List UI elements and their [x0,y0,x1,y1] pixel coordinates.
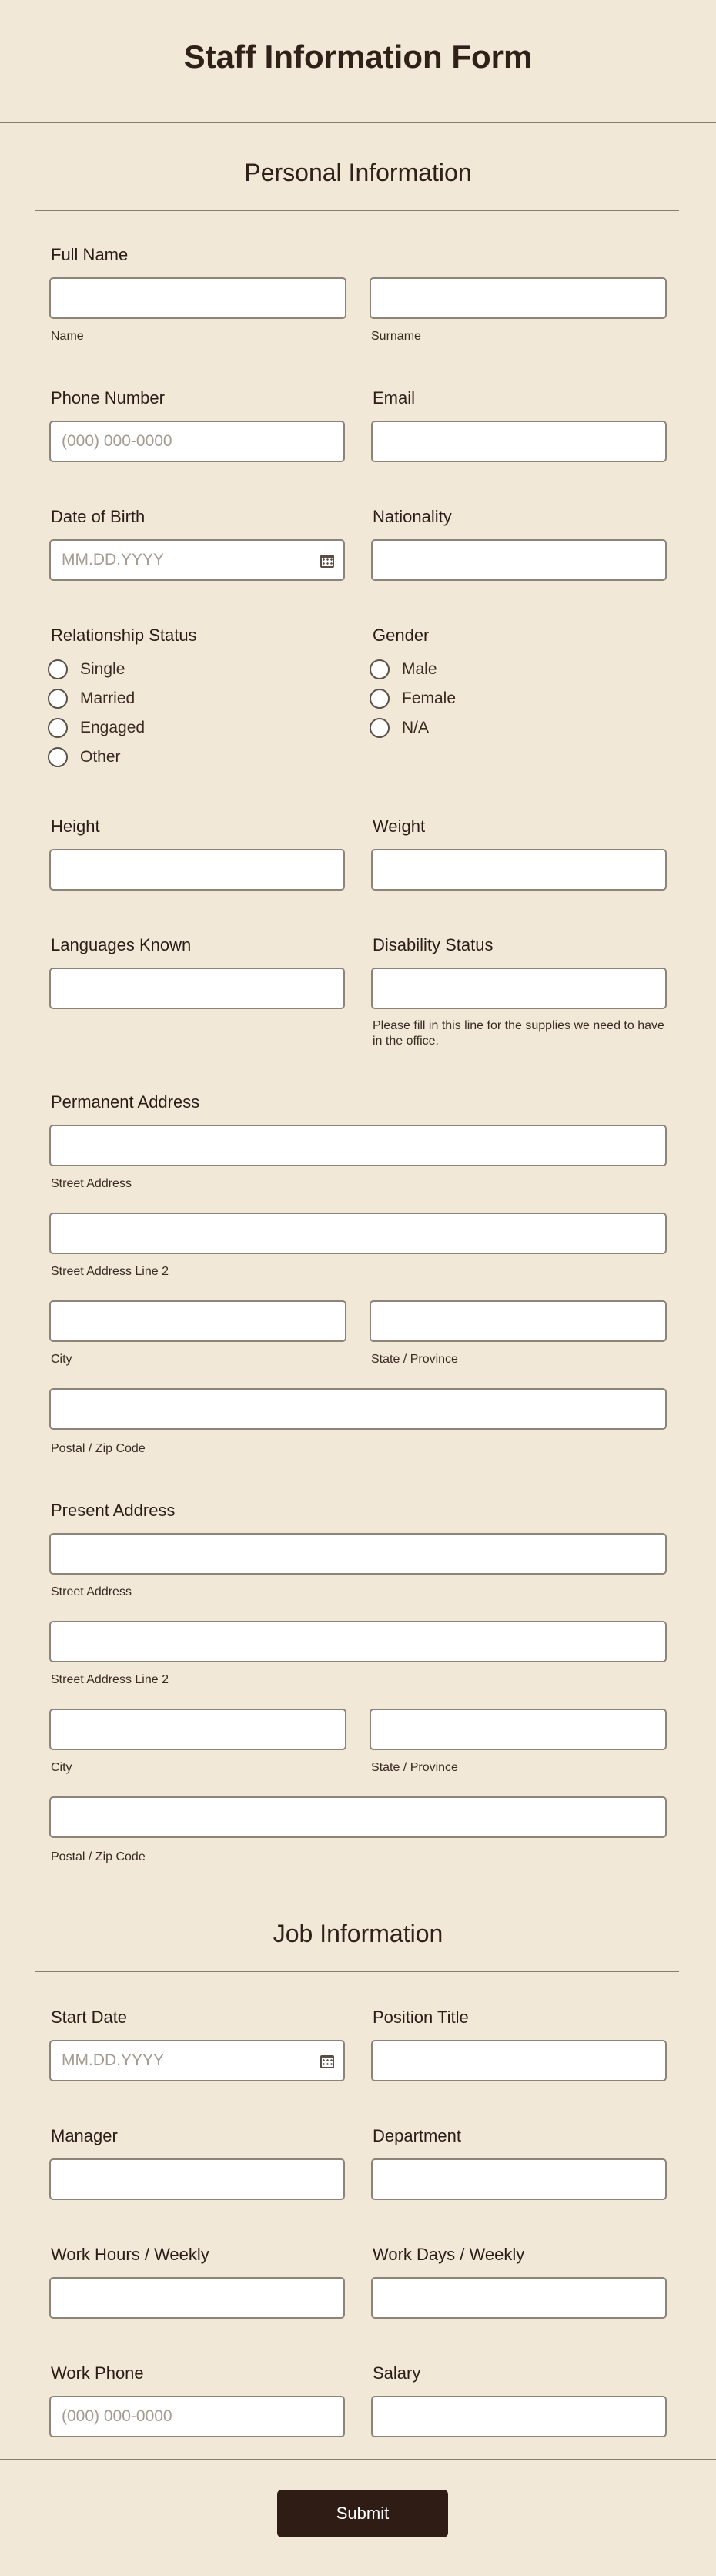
present-state-sublabel: State / Province [371,1761,458,1774]
present-street-input[interactable] [49,1533,667,1575]
full-name-label: Full Name [51,245,129,264]
permanent-street2-sublabel: Street Address Line 2 [51,1265,169,1278]
radio-option-na[interactable] [370,713,456,743]
start-date-input[interactable] [49,2040,345,2081]
radio-label: N/A [402,719,430,736]
dob-input[interactable] [49,539,345,581]
permanent-state-input[interactable] [370,1300,667,1342]
work-hours-label: Work Hours / Weekly [51,2245,209,2264]
relationship-options [48,655,145,772]
dob-label: Date of Birth [51,507,146,526]
disability-input[interactable] [371,968,667,1009]
section-divider-job [35,1971,679,1972]
present-state-input[interactable] [370,1709,667,1750]
last-name-input[interactable] [370,277,667,319]
permanent-state-sublabel: State / Province [371,1353,458,1366]
header-divider [0,122,716,123]
radio-label: Female [402,689,457,707]
gender-options [370,655,456,743]
radio-button[interactable] [48,718,68,738]
gender-label: Gender [373,626,430,645]
email-label: Email [373,388,416,408]
radio-button[interactable] [48,659,68,679]
radio-button[interactable] [370,689,390,709]
position-title-label: Position Title [373,2007,469,2027]
languages-label: Languages Known [51,935,192,954]
manager-input[interactable] [49,2158,345,2200]
position-title-input[interactable] [371,2040,667,2081]
present-zip-sublabel: Postal / Zip Code [51,1850,146,1863]
footer-divider [0,2459,716,2460]
department-label: Department [373,2126,461,2145]
radio-option-male[interactable] [370,655,456,684]
radio-label: Other [80,748,121,766]
present-city-input[interactable] [49,1709,346,1750]
height-input[interactable] [49,849,345,891]
last-name-sublabel: Surname [371,330,421,343]
radio-label: Engaged [80,719,146,736]
work-days-input[interactable] [371,2277,667,2319]
work-days-label: Work Days / Weekly [373,2245,525,2264]
nationality-label: Nationality [373,507,452,526]
present-city-sublabel: City [51,1761,72,1774]
calendar-icon[interactable] [320,2055,334,2068]
radio-option-single[interactable] [48,655,145,684]
section-divider-personal [35,210,679,211]
permanent-city-sublabel: City [51,1353,72,1366]
section-title-personal: Personal Information [244,159,472,186]
disability-label: Disability Status [373,935,494,954]
permanent-address-label: Permanent Address [51,1092,200,1112]
weight-label: Weight [373,817,426,836]
start-date-placeholder: MM.DD.YYYY [62,2051,165,2069]
salary-label: Salary [373,2363,421,2383]
work-phone-label: Work Phone [51,2363,144,2383]
start-date-label: Start Date [51,2007,128,2027]
manager-label: Manager [51,2126,118,2145]
height-label: Height [51,817,100,836]
radio-option-engaged[interactable] [48,713,145,743]
first-name-input[interactable] [49,277,346,319]
permanent-zip-input[interactable] [49,1388,667,1430]
weight-input[interactable] [371,849,667,891]
permanent-street2-input[interactable] [49,1213,667,1254]
dob-placeholder: MM.DD.YYYY [62,551,165,569]
languages-input[interactable] [49,968,345,1009]
form-title: Staff Information Form [183,39,533,75]
work-phone-input[interactable] [49,2396,345,2437]
work-phone-placeholder: (000) 000-0000 [62,2407,172,2425]
work-hours-input[interactable] [49,2277,345,2319]
present-street2-input[interactable] [49,1621,667,1662]
radio-option-female[interactable] [370,684,456,713]
phone-placeholder: (000) 000-0000 [62,432,172,450]
present-street2-sublabel: Street Address Line 2 [51,1673,169,1686]
present-zip-input[interactable] [49,1796,667,1838]
radio-label: Single [80,660,125,678]
present-address-label: Present Address [51,1501,176,1520]
calendar-icon[interactable] [320,555,334,568]
salary-input[interactable] [371,2396,667,2437]
permanent-city-input[interactable] [49,1300,346,1342]
relationship-label: Relationship Status [51,626,197,645]
email-input[interactable] [371,421,667,462]
radio-button[interactable] [370,659,390,679]
nationality-input[interactable] [371,539,667,581]
radio-label: Male [402,660,437,678]
radio-option-other[interactable] [48,743,145,772]
radio-button[interactable] [48,747,68,767]
present-street-sublabel: Street Address [51,1585,132,1598]
radio-label: Married [80,689,136,707]
first-name-sublabel: Name [51,330,84,343]
section-title-job: Job Information [273,1920,443,1947]
submit-button[interactable]: Submit [277,2490,448,2537]
permanent-zip-sublabel: Postal / Zip Code [51,1442,146,1455]
department-input[interactable] [371,2158,667,2200]
radio-option-married[interactable] [48,684,145,713]
radio-button[interactable] [48,689,68,709]
phone-input[interactable] [49,421,345,462]
permanent-street-sublabel: Street Address [51,1177,132,1190]
phone-label: Phone Number [51,388,165,408]
radio-button[interactable] [370,718,390,738]
disability-help-text: Please fill in this line for the supplies we need to have in the office. [373,1019,664,1048]
permanent-street-input[interactable] [49,1125,667,1166]
